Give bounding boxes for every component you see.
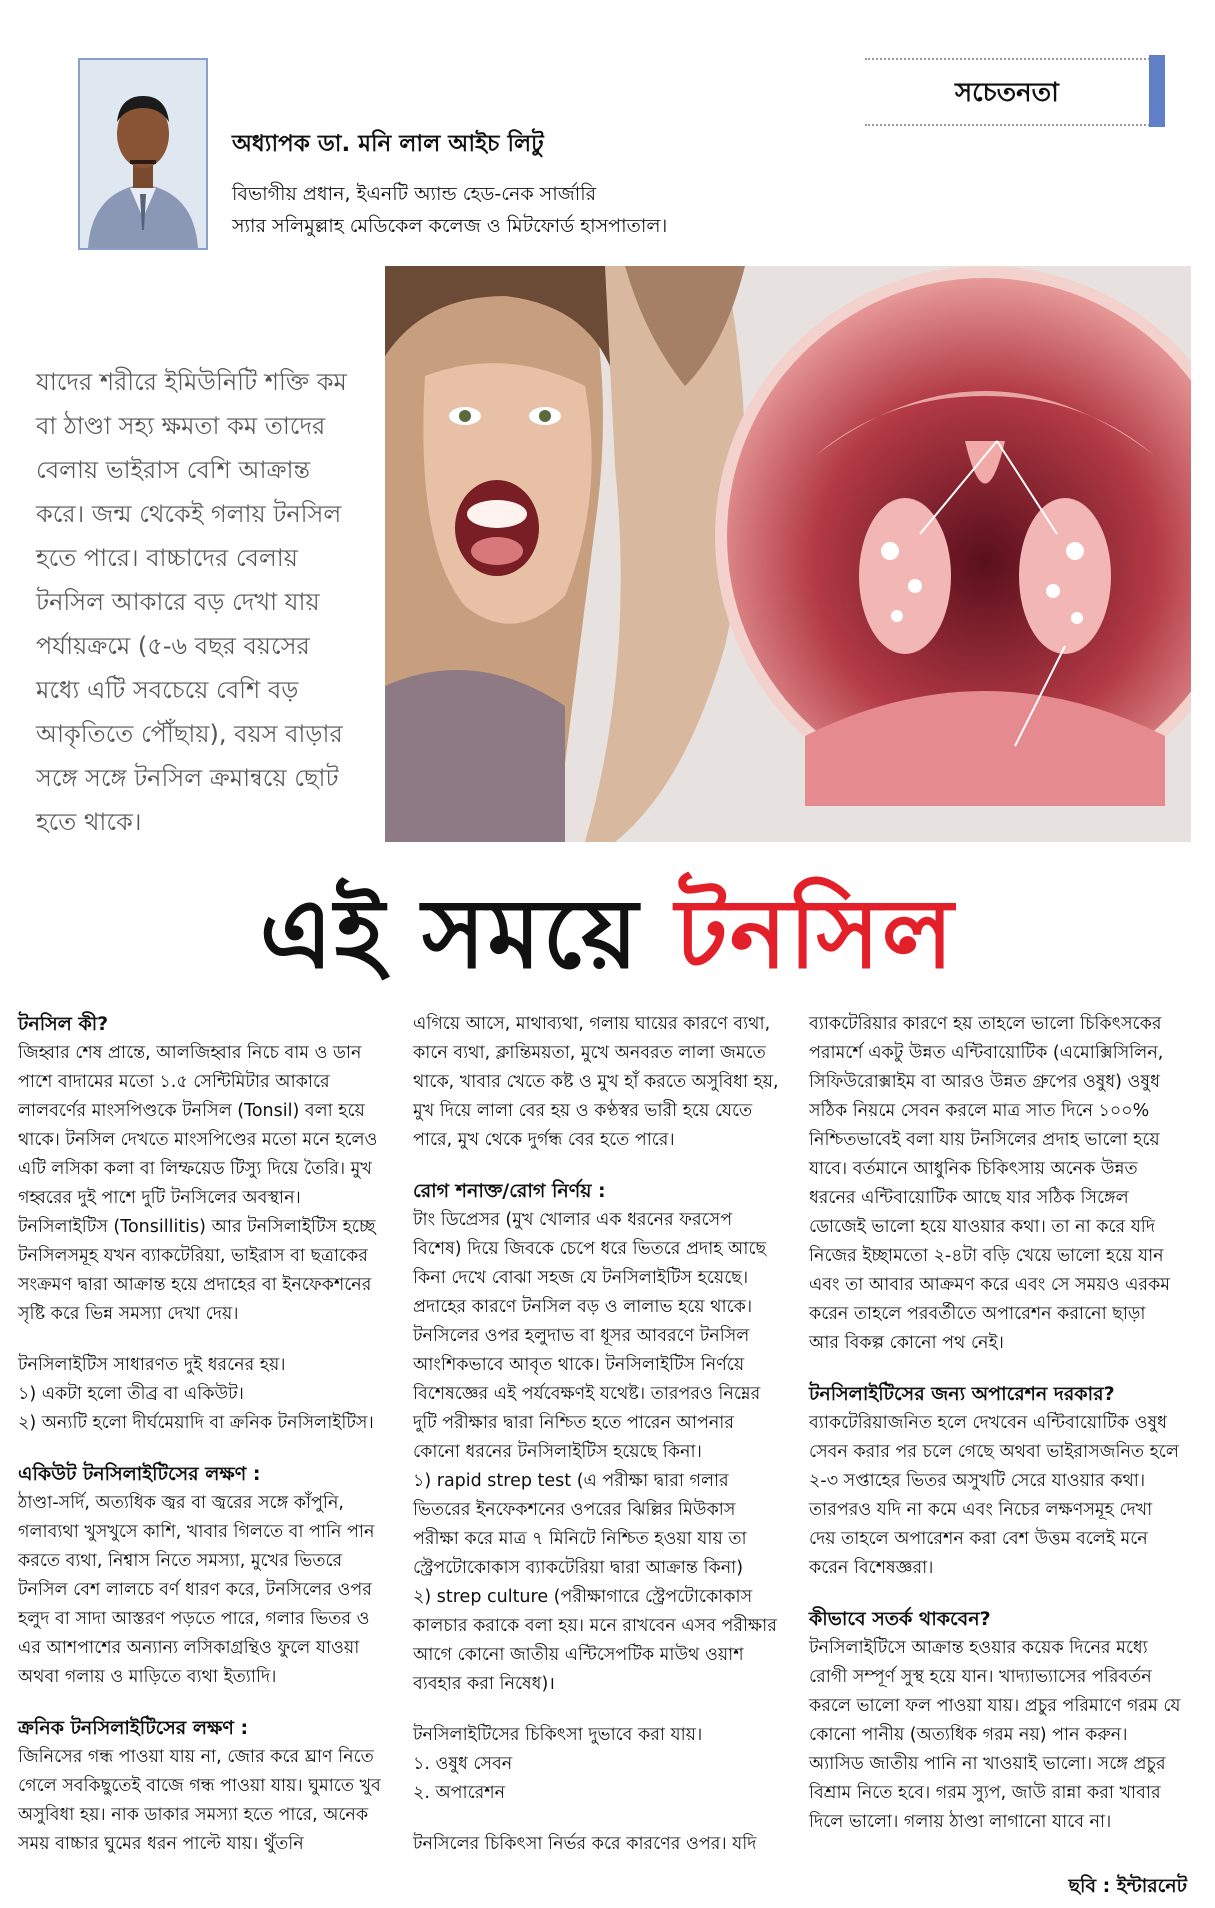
subheading: ক্রনিক টনসিলাইটিসের লক্ষণ :	[18, 1717, 249, 1739]
paragraph: ২) strep culture (পরীক্ষাগারে স্ট্রেপটোকোকাস কালচার করাকে বলা হয়। মনে রাখবেন এসব পরীক্ষার আগে কোনো জাতীয় এন্টিসেপটিক মাউথ ওয়াশ ব্যবহার করা নিষেধ)।	[413, 1587, 777, 1694]
paragraph: টাং ডিপ্রেসর (মুখ খোলার এক ধরনের ফরসেপ বিশেষ) দিয়ে জিবকে চেপে ধরে ভিতরে প্রদাহ আছে কিনা দেখে বোঝা সহজ যে টনসিলাইটিস হয়েছে। প্রদাহের কারণে টনসিল বড় ও লালাভ হয়ে থাকে। টনসিলের ওপর হলুদাভ বা ধূসর আবরণে টনসিল আংশিকভাবে আবৃত থাকে। টনসিলাইটিস নির্ণয়ে বিশেষজ্ঞের এই পর্যবেক্ষণই যথেষ্ট। তারপরও নিম্নের দুটি পরীক্ষার দ্বারা নিশ্চিত হতে পারেন আপনার কোনো ধরনের টনসিলাইটিস হয়েছে কিনা।	[413, 1210, 767, 1462]
intro-text	[36, 360, 356, 844]
paragraph: জিনিসের গন্ধ পাওয়া যায় না, জোর করে ঘ্রাণ নিতে গেলে সবকিছুতেই বাজে গন্ধ পাওয়া যায়। ঘুমাতে খুব অসুবিধা হয়। নাক ডাকার সমস্যা হতে পারে, অনেক সময় বাচ্চার ঘুমের ধরন পাল্টে যায়। থুঁতনি	[18, 1747, 381, 1854]
subheading: কীভাবে সতর্ক থাকবেন?	[809, 1608, 991, 1630]
list-item: ২) অন্যটি হলো দীর্ঘমেয়াদি বা ক্রনিক টনসিলাইটিস।	[18, 1413, 374, 1433]
headline	[0, 860, 1215, 1021]
subheading: টনসিলাইটিসের জন্য অপারেশন দরকার?	[809, 1383, 1115, 1405]
list-item: ১) একটা হলো তীব্র বা একিউট।	[18, 1384, 244, 1404]
author-photo	[78, 58, 208, 250]
author-institution: স্যার সলিমুল্লাহ মেডিকেল কলেজ ও মিটফোর্ড হাসপাতাল।	[232, 215, 668, 237]
subheading: টনসিল কী?	[18, 1013, 109, 1035]
tonsil-illustration	[385, 266, 1191, 842]
headline-part-2: টনসিল	[675, 878, 956, 990]
intro-paragraph: যাদের শরীরে ইমিউনিটি শক্তি কম বা ঠাণ্ডা সহ্য ক্ষমতা কম তাদের বেলায় ভাইরাস বেশি আক্রান্ত করে। জন্ম থেকেই গলায় টনসিল হতে পারে। বাচ্চাদের বেলায় টনসিল আকারে বড় দেখা যায় পর্যায়ক্রমে (৫-৬ বছর বয়সের মধ্যে এটি সবচেয়ে বেশি বড় আকৃতিতে পৌঁছায়), বয়স বাড়ার সঙ্গে সঙ্গে টনসিল ক্রমান্বয়ে ছোট হতে থাকে।	[36, 368, 347, 836]
dotted-rule	[865, 124, 1157, 126]
paragraph: ঠাণ্ডা-সর্দি, অত্যধিক জ্বর বা জ্বরের সঙ্গে কাঁপুনি, গলাব্যথা খুসখুসে কাশি, খাবার গিলতে বা পানি পান করতে ব্যথা, নিশ্বাস নিতে সমস্যা, মুখের ভিতরে টনসিল বেশ লালচে বর্ণ ধারণ করে, টনসিলের ওপর হলুদ বা সাদা আস্তরণ পড়তে পারে, গলার ভিতর ও এর আশপাশের অন্যান্য লসিকাগ্রন্থিও ফুলে যাওয়া অথবা গলায় ও মাড়িতে ব্যথা ইত্যাদি।	[18, 1493, 375, 1687]
list-item: ২. অপারেশন	[413, 1783, 506, 1803]
paragraph: টনসিলাইটিস সাধারণত দুই ধরনের হয়।	[18, 1355, 286, 1375]
headline-part-1: এই সময়ে	[259, 878, 640, 990]
paragraph: ব্যাকটেরিয়াজনিত হলে দেখবেন এন্টিবায়োটিক ওষুধ সেবন করার পর চলে গেছে অথবা ভাইরাসজনিত হলে ২-৩ সপ্তাহের ভিতর অসুখটি সেরে যাওয়ার কথা। তারপরও যদি না কমে এবং নিচের লক্ষণসমূহ দেখা দেয় তাহলে অপারেশন করা বেশ উত্তম বলেই মনে করেন বিশেষজ্ঞরা।	[809, 1413, 1179, 1578]
photo-credit: ছবি : ইন্টারনেট	[1068, 1875, 1187, 1897]
article-column-2	[413, 1010, 785, 1859]
subheading: রোগ শনাক্ত/রোগ নির্ণয় :	[413, 1180, 606, 1202]
article-column-3	[809, 1010, 1181, 1837]
article-column-1	[18, 1010, 390, 1859]
section-label: সচেতনতা	[955, 78, 1059, 108]
paragraph: ১) rapid strep test (এ পরীক্ষা দ্বারা গলার ভিতরের ইনফেকশনের ওপরের ঝিল্লির মিউকাস পরীক্ষা করে মাত্র ৭ মিনিটে নিশ্চিত হওয়া যায় তা স্ট্রেপটোকোকাস ব্যাকটেরিয়া দ্বারা আক্রান্ত কিনা)	[413, 1471, 747, 1578]
paragraph: টনসিলাইটিসে আক্রান্ত হওয়ার কয়েক দিনের মধ্যে রোগী সম্পূর্ণ সুস্থ হয়ে যান। খাদ্যাভ্যাসের পরিবর্তন করলে ভালো ফল পাওয়া যায়। প্রচুর পরিমাণে গরম যে কোনো পানীয় (অত্যধিক গরম নয়) পান করুন। অ্যাসিড জাতীয় পানি না খাওয়াই ভালো। সঙ্গে প্রচুর বিশ্রাম নিতে হবে। গরম স্যুপ, জাউ রান্না করা খাবার দিলে ভালো। গলায় ঠাণ্ডা লাগানো যাবে না।	[809, 1638, 1181, 1832]
paragraph: টনসিলের চিকিৎসা নির্ভর করে কারণের ওপর। যদি	[413, 1834, 757, 1854]
list-item: ১. ওষুধ সেবন	[413, 1754, 513, 1774]
section-accent-bar	[1149, 55, 1165, 127]
author-portrait	[80, 60, 206, 248]
author-name: অধ্যাপক ডা. মনি লাল আইচ লিটু	[232, 131, 544, 157]
author-role: বিভাগীয় প্রধান, ইএনটি অ্যান্ড হেড-নেক সার্জারি	[232, 183, 597, 205]
paragraph: ব্যাকটেরিয়ার কারণে হয় তাহলে ভালো চিকিৎসকের পরামর্শে একটু উন্নত এন্টিবায়োটিক (এমোক্সিসিলিন, সিফিউরোক্সাইম বা আরও উন্নত গ্রুপের ওষুধ) ওষুধ সঠিক নিয়মে সেবন করলে মাত্র সাত দিনে ১০০% নিশ্চিতভাবেই বলা যায় টনসিলের প্রদাহ ভালো হয়ে যাবে। বর্তমানে আধুনিক চিকিৎসায় অনেক উন্নত ধরনের এন্টিবায়োটিক আছে যার সঠিক সিঙ্গেল ডোজেই ভালো হয়ে যাওয়ার কথা। তা না করে যদি নিজের ইচ্ছামতো ২-৪টা বড়ি খেয়ে ভালো হয়ে যান এবং তা আবার আক্রমণ করে এবং সে সময়ও এরকম করেন তাহলে পরবর্তীতে অপারেশন করানো ছাড়া আর বিকল্প কোনো পথ নেই।	[809, 1014, 1171, 1353]
section-tag	[865, 58, 1165, 124]
paragraph: এগিয়ে আসে, মাথাব্যথা, গলায় ঘায়ের কারণে ব্যথা, কানে ব্যথা, ক্লান্তিময়তা, মুখে অনবরত লালা জমতে থাকে, খাবার খেতে কষ্ট ও মুখ হাঁ করতে অসুবিধা হয়, মুখ দিয়ে লালা বের হয় ও কণ্ঠস্বর ভারী হয়ে যেতে পারে, মুখ থেকে দুর্গন্ধ বের হতে পারে।	[413, 1014, 779, 1150]
paragraph: টনসিলাইটিসের চিকিৎসা দুভাবে করা যায়।	[413, 1725, 703, 1745]
dotted-rule	[865, 58, 1157, 60]
paragraph: জিহ্বার শেষ প্রান্তে, আলজিহ্বার নিচে বাম ও ডান পাশে বাদামের মতো ১.৫ সেন্টিমিটার আকারে লালবর্ণের মাংসপিণ্ডকে টনসিল (Tonsil) বলা হয়ে থাকে। টনসিল দেখতে মাংসপিণ্ডের মতো মনে হলেও এটি লসিকা কলা বা লিম্ফয়েড টিস্যু দিয়ে তৈরি। মুখ গহ্বরের দুই পাশে দুটি টনসিলের অবস্থান। টনসিলাইটিস (Tonsillitis) আর টনসিলাইটিস হচ্ছে টনসিলসমূহ যখন ব্যাকটেরিয়া, ভাইরাস বা ছত্রাকের সংক্রমণ দ্বারা আক্রান্ত হয়ে প্রদাহের বা ইনফেকশনের সৃষ্টি করে ভিন্ন সমস্যা দেখা দেয়।	[18, 1043, 378, 1324]
subheading: একিউট টনসিলাইটিসের লক্ষণ :	[18, 1463, 261, 1485]
